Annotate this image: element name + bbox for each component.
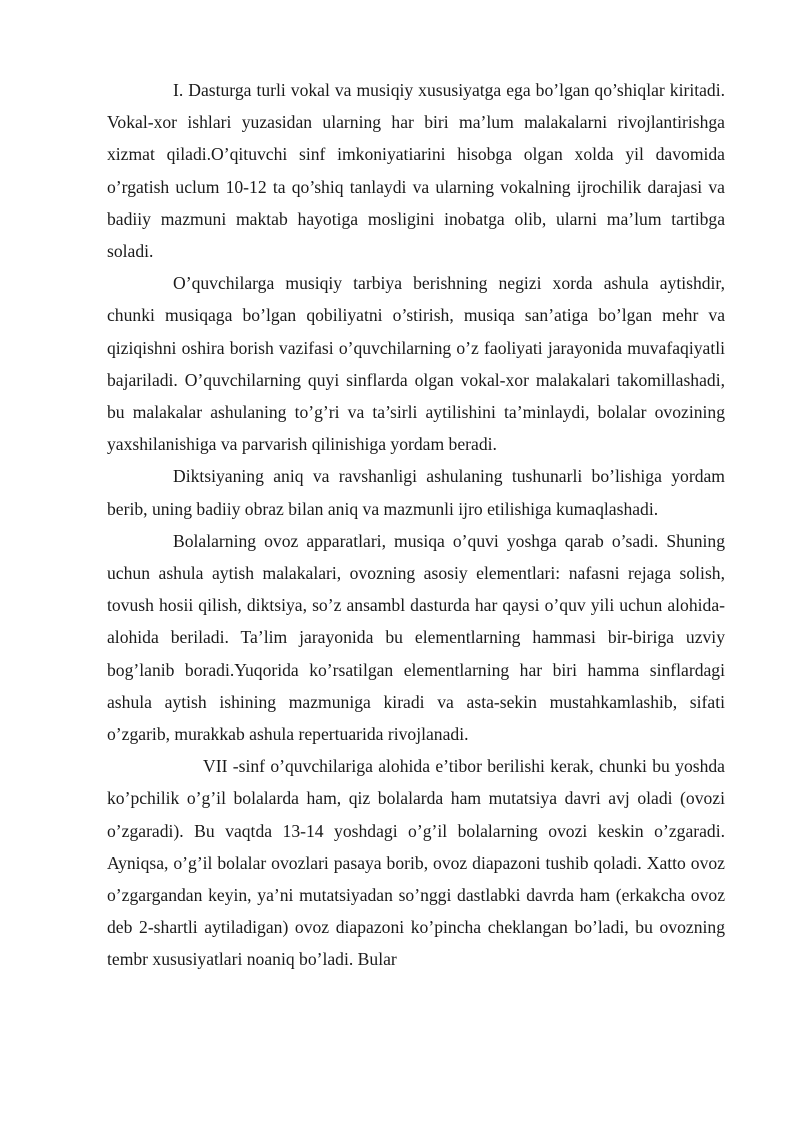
paragraph-repertoire: I. Dasturga turli vokal va musiqiy xususiyatga ega bo’lgan qo’shiqlar kiritadi. Vokal-xor ishlari yuzasidan ularning har biri ma’lum malakalarni rivojlantirishga xizmat qiladi.O’qituvchi sinf imkoniyatiarini hisobga olgan xolda yil davomida o’rgatish uclum 10-12 ta qo’shiq tanlaydi va ularning vokalning ijrochilik darajasi va badiiy mazmuni maktab hayotiga mosligini inobatga olib, ularni ma’lum tartibga soladi. [107,80,725,262]
paragraph-diction: Diktsiyaning aniq va ravshanligi ashulaning tushunarli bo’lishiga yordam berib, uning badiiy obraz bilan aniq va mazmunli ijro etilishiga kumaqlashadi. [107,466,725,519]
document-page [107,74,725,976]
paragraph-mutation: VII -sinf o’quvchilariga alohida e’tibor berilishi kerak, chunki bu yoshda ko’pchilik o’g’il bolalarda ham, qiz bolalarda ham mutatsiya davri avj oladi (ovozi o’zgaradi). Bu vaqtda 13-14 yoshdagi o’g’il bolalarning ovozi keskin o’zgaradi. Ayniqsa, o’g’il bolalar ovozlari pasaya borib, ovoz diapazoni tushib qoladi. Xatto ovoz o’zgargandan keyin, ya’ni mutatsiyadan so’nggi dastlabki davrda ham (erkakcha ovoz deb 2-shartli aytiladigan) ovoz diapazoni ko’pincha cheklangan bo’ladi, bu ovozning tembr xususiyatlari noaniq bo’ladi. Bular [107,756,725,970]
paragraph-choral-singing: O’quvchilarga musiqiy tarbiya berishning negizi xorda ashula aytishdir, chunki musiqaga bo’lgan qobiliyatni o’stirish, musiqa san’atiga bo’lgan mehr va qiziqishni oshira borish vazifasi o’quvchilarning o’z faoliyati jarayonida muvafaqiyatli bajariladi. O’quvchilarning quyi sinflarda olgan vokal-xor malakalari takomillashadi, bu malakalar ashulaning to’g’ri va ta’sirli aytilishini ta’minlaydi, bolalar ovozining yaxshilanishiga va parvarish qilinishiga yordam beradi. [107,273,725,455]
paragraph-vocal-elements: Bolalarning ovoz apparatlari, musiqa o’quvi yoshga qarab o’sadi. Shuning uchun ashula aytish malakalari, ovozning asosiy elementlari: nafasni rejaga solish, tovush hosii qilish, diktsiya, so’z ansambl dasturda har qaysi o’quv yili uchun alohida-alohida beriladi. Ta’lim jarayonida bu elementlarning hammasi bir-biriga uzviy bog’lanib boradi.Yuqorida ko’rsatilgan elementlarning har biri hamma sinflardagi ashula aytish ishining mazmuniga kiradi va asta-sekin mustahkamlashib, sifati o’zgarib, murakkab ashula repertuarida rivojlanadi. [107,530,725,745]
